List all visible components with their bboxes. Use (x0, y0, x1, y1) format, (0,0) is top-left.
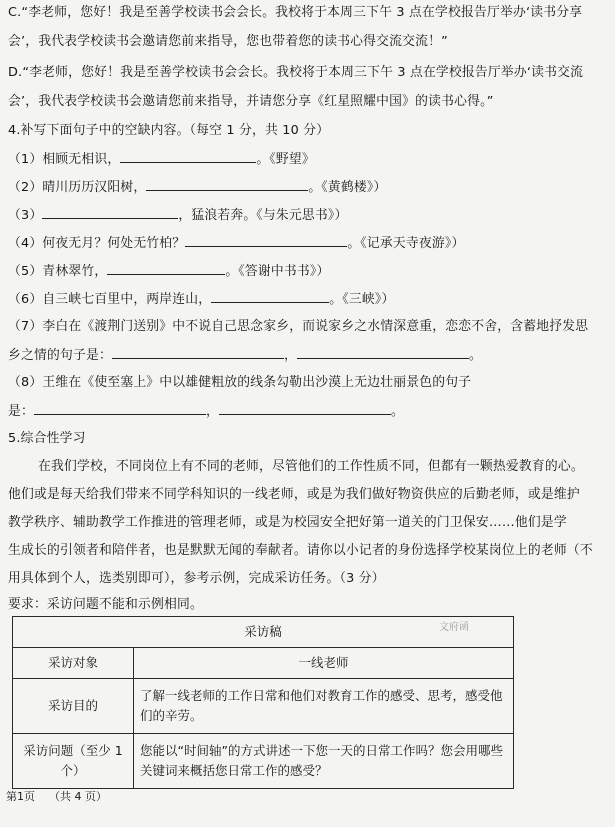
q4-item-1-post: 。《野望》 (256, 152, 315, 167)
answer-blank[interactable] (107, 262, 225, 275)
q4-item-8-mid: ， (206, 404, 219, 419)
q4-item-8-pre: 是： (8, 404, 34, 419)
q4-item-4-pre: （4）何夜无月？何处无竹柏？ (8, 236, 186, 251)
page-total: （共 4 页） (49, 790, 107, 803)
q5-paragraph-line: 教学秩序、辅助教学工作推进的管理老师，或是为校园安全把好第一道关的门卫保安……他们是学 (8, 515, 567, 530)
q4-item-2-post: 。《黄鹤楼》） (308, 180, 387, 195)
table-heading: 采访稿 (244, 624, 282, 639)
row-content: 您能以“时间轴”的方式讲述一下您一天的日常工作吗？您会用哪些关键词来概括您日常工作的感受？ (134, 734, 514, 789)
q4-item-7-mid: ， (283, 348, 297, 363)
q5-requirement: 要求：采访问题不能和示例相同。 (8, 597, 203, 612)
q4-item-6-post: 。《三峡》） (329, 292, 395, 307)
table-heading-cell (13, 617, 514, 648)
row-label: 采访问题（至少 1 个） (13, 734, 134, 789)
q4-item-7-pre: 乡之情的句子是： (8, 348, 112, 363)
answer-blank[interactable] (219, 402, 391, 415)
q4-item-2-pre: （2）晴川历历汉阳树， (8, 180, 147, 195)
q4-item-6 (8, 290, 394, 309)
option-d-line1: D.“李老师，您好！我是至善学校读书会会长。我校将于本周三下午 3 点在学校报告厅举办‘读书交流 (8, 65, 584, 80)
q4-item-5 (8, 262, 330, 281)
answer-blank[interactable] (146, 178, 308, 191)
q4-item-7-line2 (8, 346, 482, 365)
q4-item-8-post: 。 (391, 404, 404, 419)
q4-item-1-pre: （1）相顾无相识， (8, 152, 121, 167)
row-label: 采访对象 (13, 648, 134, 679)
q5-paragraph-line: 在我们学校，不同岗位上有不同的老师，尽管他们的工作性质不同，但都有一颗热爱教育的心。 (38, 459, 584, 474)
q5-title: 5.综合性学习 (8, 431, 86, 446)
q4-item-6-pre: （6）自三峡七百里中，两岸连山， (8, 292, 212, 307)
answer-blank[interactable] (211, 290, 329, 303)
q4-item-7-post: 。 (468, 348, 482, 363)
interview-table (12, 616, 514, 789)
option-d-line2: 会’，我代表学校读书会邀请您前来指导，并请您分享《红星照耀中国》的读书心得。” (8, 94, 494, 109)
q4-item-2 (8, 178, 387, 197)
q4-item-5-post: 。《答谢中书书》） (225, 264, 330, 279)
option-c-line1: C.“李老师，您好！我是至善学校读书会会长。我校将于本周三下午 3 点在学校报告厅举办‘读书分享 (8, 5, 583, 20)
q4-item-4 (8, 234, 464, 253)
row-content: 了解一线老师的工作日常和他们对教育工作的感受、思考，感受他们的辛劳。 (134, 679, 514, 734)
table-row (13, 679, 514, 734)
q5-paragraph-line: 生成长的引领者和陪伴者，也是默默无闻的奉献者。请你以小记者的身份选择学校某岗位上的老师（不 (8, 543, 593, 558)
page-number: 第1页 (6, 790, 35, 803)
q4-item-3-post: ，猛浪若奔。《与朱元思书》） (178, 208, 348, 223)
q5-paragraph-line: 用具体到个人，选类别即可），参考示例，完成采访任务。（3 分） (8, 571, 385, 586)
answer-blank[interactable] (112, 346, 284, 359)
q5-paragraph-line: 他们或是每天给我们带来不同学科知识的一线老师，或是为我们做好物资供应的后勤老师，或是维护 (8, 487, 580, 502)
answer-blank[interactable] (297, 346, 469, 359)
answer-blank[interactable] (120, 150, 256, 163)
stamp-text: 文府函 (439, 622, 469, 633)
q4-item-1 (8, 150, 315, 169)
q4-item-8-line2 (8, 402, 404, 421)
row-label: 采访目的 (13, 679, 134, 734)
q4-item-5-pre: （5）青林翠竹， (8, 264, 108, 279)
table-row (13, 617, 514, 648)
answer-blank[interactable] (34, 402, 206, 415)
row-content: 一线老师 (134, 648, 514, 679)
answer-blank[interactable] (185, 234, 347, 247)
table-row (13, 734, 514, 789)
q4-item-3-pre: （3） (8, 208, 43, 223)
table-row (13, 648, 514, 679)
q4-item-3 (8, 206, 348, 225)
option-c-line2: 会’，我代表学校读书会邀请您前来指导，您也带着您的读书心得交流交流！” (8, 34, 448, 49)
q4-item-7-line1: （7）李白在《渡荆门送别》中不说自己思念家乡，而说家乡之水情深意重，恋恋不舍，含蓄地抒发思 (8, 319, 589, 334)
q4-item-4-post: 。《记承天寺夜游》） (347, 236, 465, 251)
q4-title: 4.补写下面句子中的空缺内容。（每空 1 分，共 10 分） (8, 123, 330, 138)
page-footer (6, 788, 107, 804)
q4-item-8-line1: （8）王维在《使至塞上》中以雄健粗放的线条勾勒出沙漠上无边壮丽景色的句子 (8, 375, 472, 390)
answer-blank[interactable] (42, 206, 178, 219)
